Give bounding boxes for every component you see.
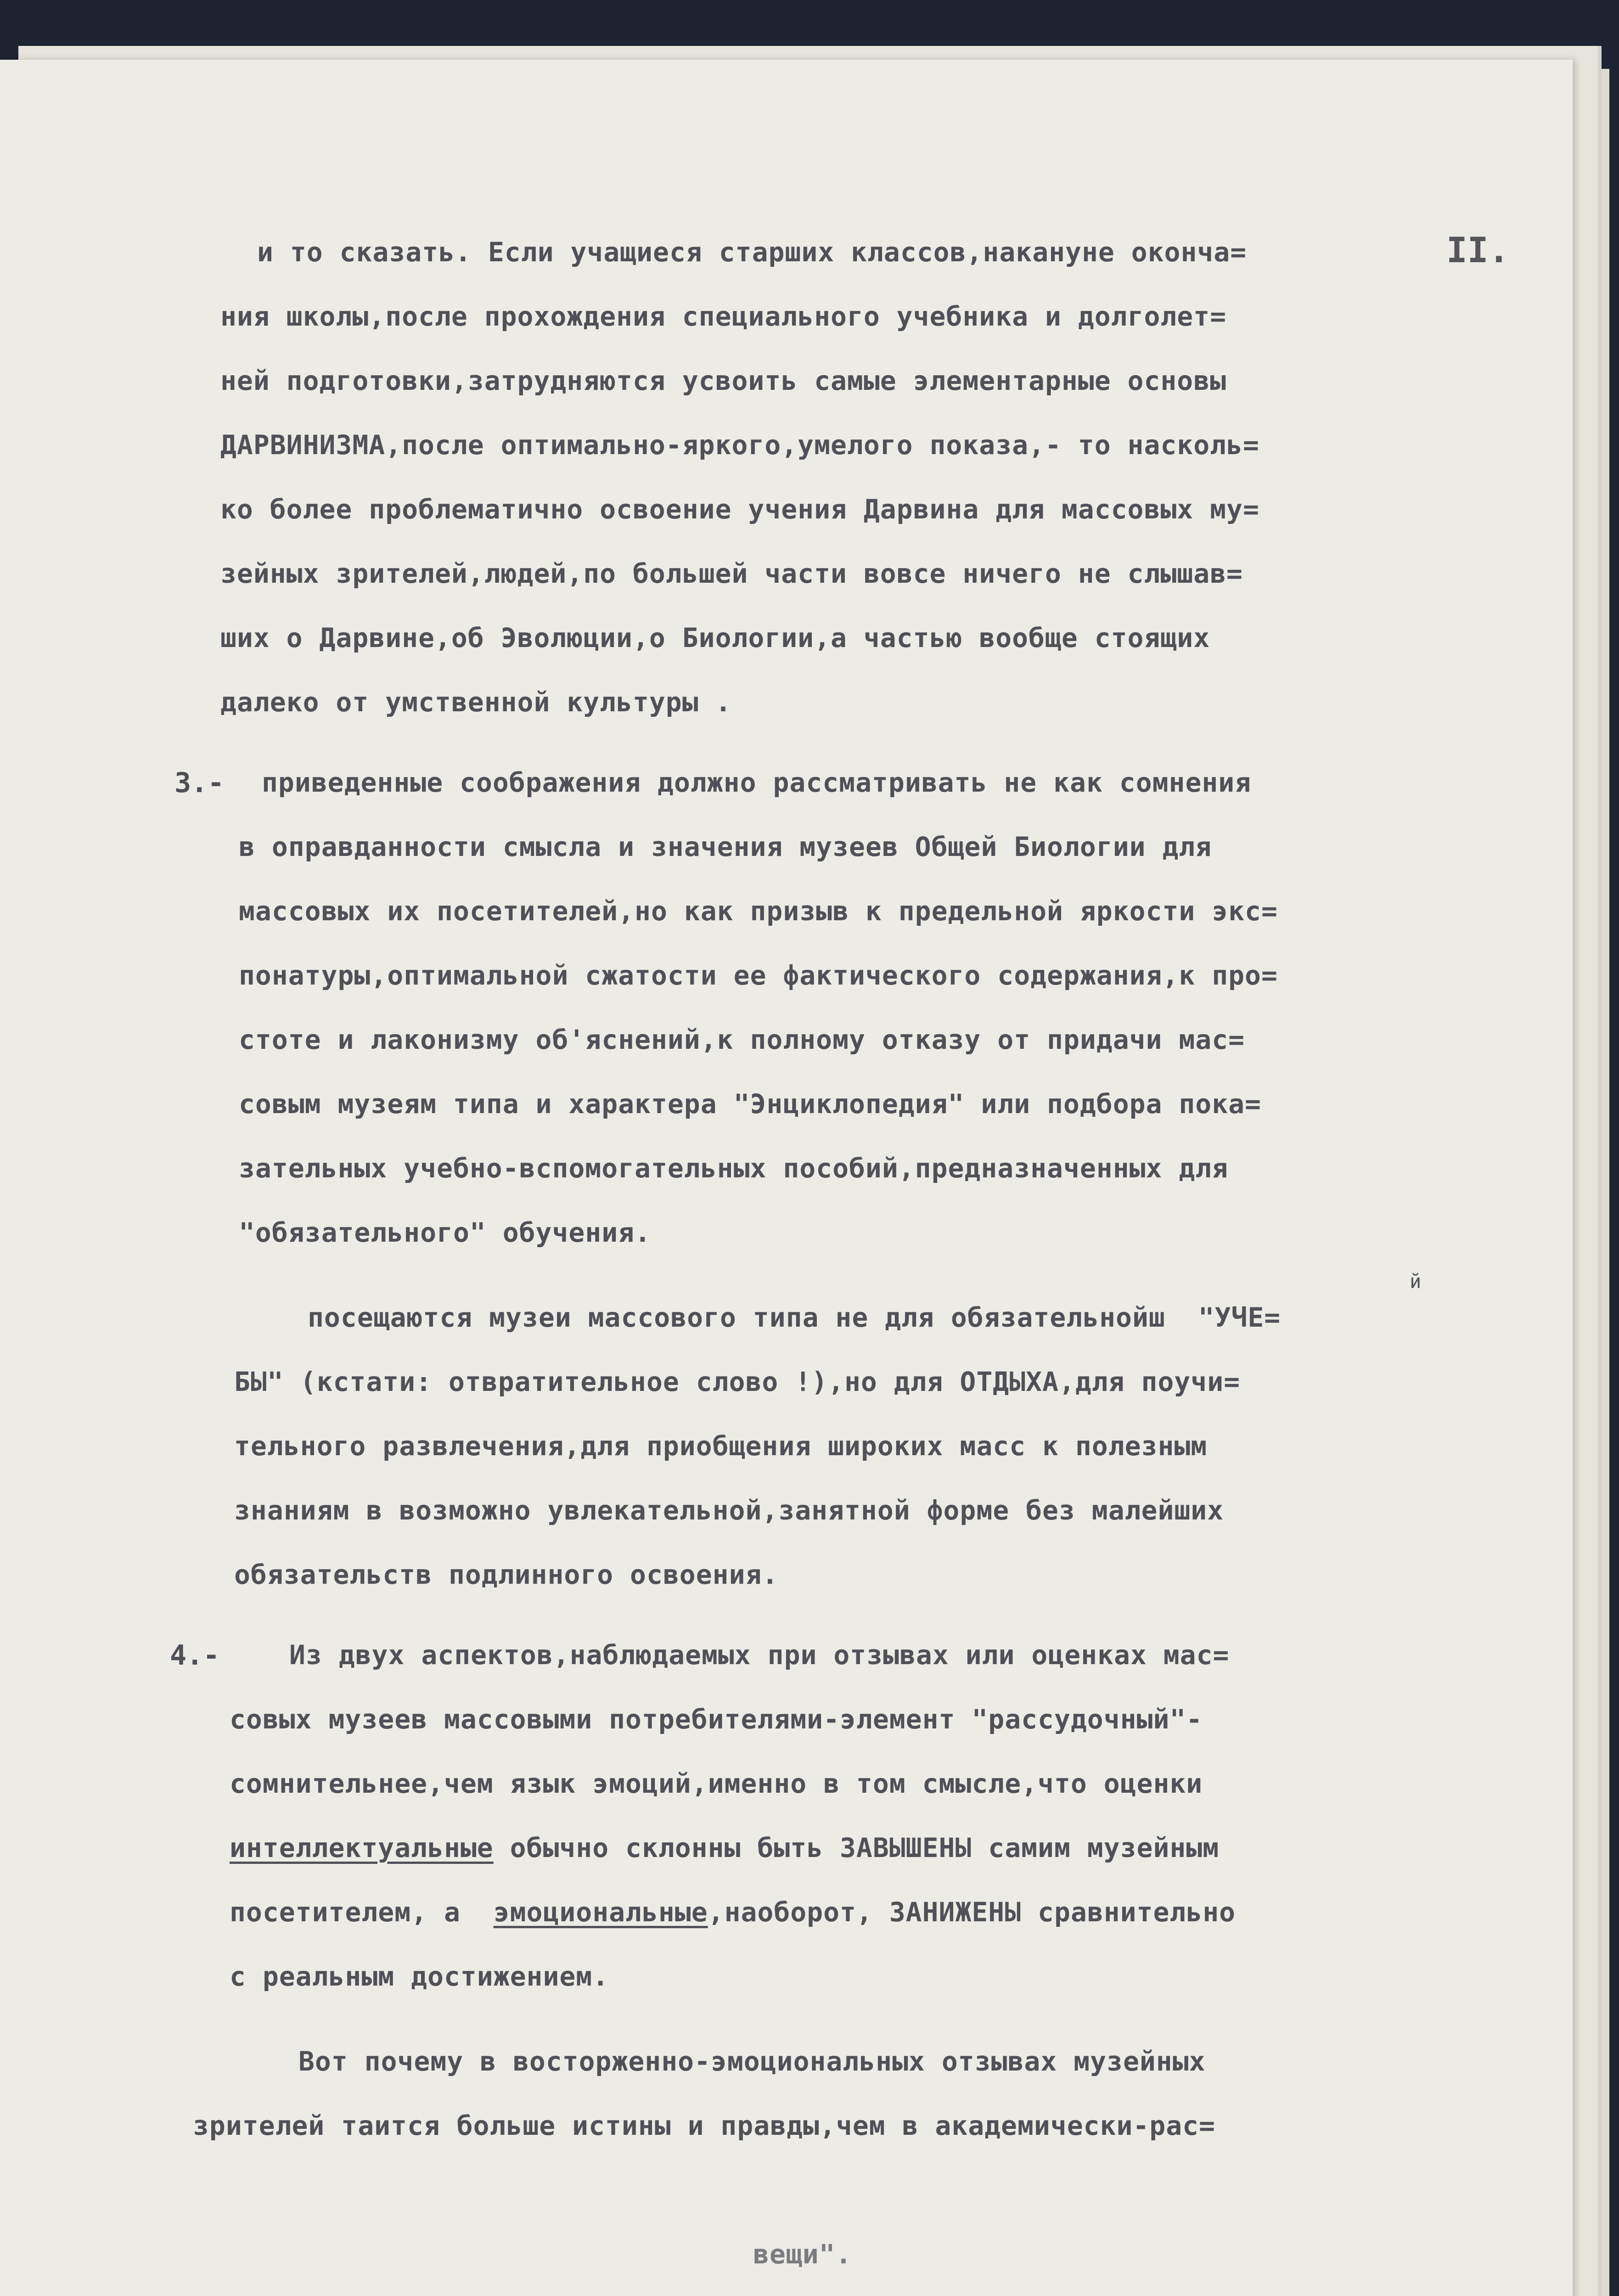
- text-line: в оправданности смысла и значения музеев Общей Биологии для: [239, 831, 1212, 862]
- bottom-fragment: вещи".: [753, 2239, 852, 2270]
- text-line: сомнительнее,чем язык эмоций,именно в том смысле,что оценки: [230, 1768, 1203, 1799]
- section-marker-4: 4.-: [170, 1639, 220, 1671]
- text-line: ней подготовки,затрудняются усвоить самые элементарные основы: [220, 365, 1227, 396]
- text-line: Из двух аспектов,наблюдаемых при отзывах или оценках мас=: [289, 1639, 1230, 1671]
- text-line: ших о Дарвине,об Эволюции,о Биологии,а частью вообще стоящих: [220, 622, 1210, 653]
- text-line: зательных учебно-вспомогательных пособий,предназначенных для: [239, 1153, 1229, 1184]
- text-line: с реальным достижением.: [230, 1961, 609, 1992]
- text-line: тельного развлечения,для приобщения широких масс к полезным: [234, 1430, 1208, 1462]
- text-line: зрителей таится больше истины и правды,чем в академически-рас=: [193, 2110, 1215, 2141]
- page-number: II.: [1446, 230, 1510, 270]
- text-line: [230, 1832, 1220, 1863]
- text-line: ния школы,после прохождения специального учебника и долголет=: [220, 301, 1227, 332]
- text-line: [230, 1896, 1236, 1928]
- text-line: знаниям в возможно увлекательной,занятной форме без малейших: [234, 1495, 1224, 1526]
- text-line: и то сказать. Если учащиеся старших классов,накануне оконча=: [257, 236, 1247, 268]
- text-line: ДАРВИНИЗМА,после оптимально-яркого,умелого показа,- то насколь=: [220, 429, 1259, 461]
- text-span: ,наоборот, ЗАНИЖЕНЫ сравнительно: [708, 1896, 1236, 1928]
- text-line: обязательств подлинного освоения.: [234, 1559, 779, 1590]
- handwritten-insert: й: [1410, 1270, 1422, 1293]
- text-line: Вот почему в восторженно-эмоциональных отзывах музейных: [298, 2046, 1206, 2077]
- section-marker-3: 3.-: [174, 767, 225, 799]
- underlined-word: эмоциональные: [493, 1896, 708, 1928]
- text-line: зейных зрителей,людей,по большей части вовсе ничего не слышав=: [220, 558, 1243, 589]
- text-line: БЫ" (кстати: отвратительное слово !),но для ОТДЫХА,для поучи=: [234, 1366, 1241, 1397]
- underlined-word: интеллектуальные: [230, 1832, 494, 1863]
- text-line: приведенные соображения должно рассматривать не как сомнения: [262, 767, 1252, 798]
- text-span: посетителем, а: [230, 1896, 494, 1928]
- text-line: массовых их посетителей,но как призыв к предельной яркости экс=: [239, 895, 1278, 927]
- text-line: понатуры,оптимальной сжатости ее фактического содержания,к про=: [239, 960, 1278, 991]
- text-span: обычно склонны быть ЗАВЫШЕНЫ самим музейным: [493, 1832, 1220, 1863]
- typewritten-page: [0, 60, 1573, 2296]
- text-line: посещаются музеи массового типа не для обязательнойш "УЧЕ=: [308, 1302, 1281, 1333]
- text-line: "обязательного" обучения.: [239, 1217, 651, 1248]
- text-line: далеко от умственной культуры .: [220, 687, 732, 718]
- text-line: совым музеям типа и характера "Энциклопедия" или подбора пока=: [239, 1088, 1261, 1120]
- text-line: совых музеев массовыми потребителями-элемент "рассудочный"-: [230, 1704, 1203, 1735]
- text-line: стоте и лаконизму об'яснений,к полному отказу от придачи мас=: [239, 1024, 1245, 1055]
- text-line: ко более проблематично освоение учения Дарвина для массовых му=: [220, 494, 1259, 525]
